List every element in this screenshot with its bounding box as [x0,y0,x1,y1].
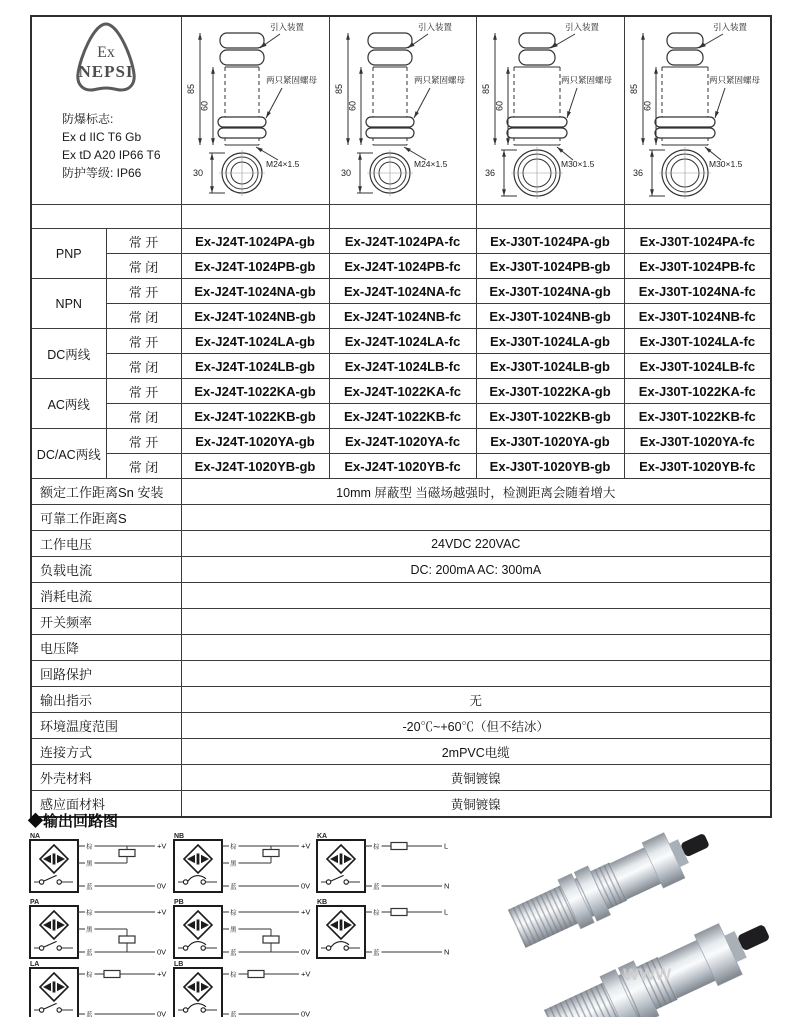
model-row [31,304,771,329]
svg-text:蓝: 蓝 [373,883,380,891]
contact-state-cell: 常 开 [106,279,181,304]
model-number-cell: Ex-J24T-1024LA-fc [329,329,476,354]
model-number-cell: Ex-J24T-1024LB-fc [329,354,476,379]
svg-text:85: 85 [480,83,491,95]
sensor-photo-upper [505,816,718,954]
circuit-diagram-NB [172,830,317,896]
spec-value [181,583,771,609]
model-row [31,379,771,404]
spec-label: 消耗电流 [31,583,181,609]
model-number-cell: Ex-J30T-1022KB-fc [624,404,771,429]
circuit-id: PA [30,899,40,906]
svg-text:0V: 0V [157,881,167,891]
output-type-cell: NPN [31,279,106,329]
svg-text:蓝: 蓝 [86,1011,93,1017]
spec-row [31,765,771,791]
spec-label: 环境温度范围 [31,713,181,739]
circuit-diagram-KA [315,830,460,896]
model-number-cell: Ex-J30T-1024PA-fc [624,229,771,254]
spec-value [181,635,771,661]
model-number-cell: Ex-J30T-1020YA-fc [624,429,771,454]
svg-text:棕: 棕 [86,909,93,917]
sensor-dimension-drawing [625,17,772,199]
model-number-cell: Ex-J30T-1024PB-gb [476,254,624,279]
model-number-cell: Ex-J24T-1020YB-fc [329,454,476,479]
model-number-cell: Ex-J24T-1024NA-fc [329,279,476,304]
spec-row [31,713,771,739]
spec-value: DC: 200mA AC: 300mA [181,557,771,583]
spec-label: 可靠工作距离S [31,505,181,531]
diameter-dim: 36 [632,168,643,178]
spec-value: 24VDC 220VAC [181,531,771,557]
svg-text:蓝: 蓝 [230,883,237,891]
spec-label: 连接方式 [31,739,181,765]
svg-text:棕: 棕 [86,971,93,979]
model-number-cell: Ex-J30T-1024LB-gb [476,354,624,379]
svg-text:+V: +V [157,969,167,979]
svg-text:0V: 0V [301,947,311,957]
spec-value [181,661,771,687]
model-number-cell: Ex-J24T-1024NB-fc [329,304,476,329]
watermark-text: WWW [623,965,672,984]
model-number-cell: Ex-J24T-1024PB-fc [329,254,476,279]
cert-line: Ex tD A20 IP66 T6 [62,148,161,162]
circuit-id: NB [174,833,185,840]
contact-state-cell: 常 开 [106,229,181,254]
svg-text:0V: 0V [157,1009,167,1017]
model-number-cell: Ex-J24T-1024LA-gb [181,329,329,354]
circuit-diagram-KB [315,896,460,962]
svg-text:85: 85 [333,83,344,95]
model-number-cell: Ex-J30T-1024LB-fc [624,354,771,379]
model-row [31,454,771,479]
spec-value: 10mm 屏蔽型 当磁场越强时，检测距离会随着增大 [181,479,771,505]
sensor-drawing-cell [181,16,329,205]
spec-label: 额定工作距离Sn 安装 [31,479,181,505]
circuit-diagram-LB [172,958,317,1017]
spec-label: 电压降 [31,635,181,661]
model-number-cell: Ex-J24T-1022KB-fc [329,404,476,429]
svg-text:棕: 棕 [86,843,93,851]
circuit-id: LB [174,961,184,968]
svg-text:0V: 0V [157,947,167,957]
model-row [31,404,771,429]
spec-value: 黄铜镀镍 [181,791,771,818]
spec-row [31,739,771,765]
model-row [31,354,771,379]
circuit-id: NA [30,833,41,840]
model-number-cell: Ex-J24T-1020YA-fc [329,429,476,454]
lock-nuts-label: 两只紧固螺母 [413,75,465,85]
model-number-cell: Ex-J24T-1020YB-gb [181,454,329,479]
spec-row [31,479,771,505]
spec-row [31,583,771,609]
model-number-cell: Ex-J30T-1024LA-gb [476,329,624,354]
logo-nepsi-text: NEPSI [78,62,134,81]
diameter-dim: 30 [192,168,203,178]
contact-state-cell: 常 开 [106,429,181,454]
spec-label: 负载电流 [31,557,181,583]
model-row [31,229,771,254]
spec-row [31,687,771,713]
svg-text:0V: 0V [301,881,311,891]
thread-label: M24×1.5 [413,159,447,169]
model-number-cell: Ex-J30T-1020YB-fc [624,454,771,479]
model-number-cell: Ex-J24T-1024PA-gb [181,229,329,254]
svg-text:蓝: 蓝 [373,949,380,957]
cert-title: 防爆标志: [62,112,114,126]
contact-state-cell: 常 闭 [106,304,181,329]
svg-text:棕: 棕 [230,843,237,851]
diameter-dim: 36 [484,168,495,178]
contact-state-cell: 常 闭 [106,404,181,429]
svg-text:+V: +V [157,841,167,851]
sensor-dimension-drawing [330,17,477,199]
contact-state-cell: 常 闭 [106,354,181,379]
model-number-cell: Ex-J24T-1024LB-gb [181,354,329,379]
svg-text:60: 60 [347,100,358,112]
spec-label: 开关频率 [31,609,181,635]
model-number-cell: Ex-J30T-1024NB-gb [476,304,624,329]
output-type-cell: AC两线 [31,379,106,429]
svg-text:L: L [444,907,449,917]
explosion-proof-marks [62,110,181,182]
output-circuit-section-title: ◆输出回路图 [28,813,119,830]
lock-nuts-label: 两只紧固螺母 [708,75,760,85]
model-number-cell: Ex-J24T-1022KB-gb [181,404,329,429]
svg-text:棕: 棕 [230,909,237,917]
model-number-cell: Ex-J24T-1024NB-gb [181,304,329,329]
entry-device-label: 引入装置 [712,22,747,32]
spec-label: 外壳材料 [31,765,181,791]
svg-text:棕: 棕 [230,971,237,979]
model-number-cell: Ex-J30T-1022KB-gb [476,404,624,429]
svg-text:+V: +V [301,907,311,917]
svg-text:棕: 棕 [373,909,380,917]
thread-label: M30×1.5 [708,159,742,169]
model-number-cell: Ex-J30T-1024NA-gb [476,279,624,304]
model-number-cell: Ex-J30T-1022KA-gb [476,379,624,404]
lock-nuts-label: 两只紧固螺母 [560,75,612,85]
spec-value: -20℃~+60℃（但不结冰） [181,713,771,739]
sensor-dimension-drawing [477,17,624,199]
svg-text:蓝: 蓝 [86,949,93,957]
sensor-dimension-drawing [182,17,329,199]
contact-state-cell: 常 开 [106,329,181,354]
model-number-cell: Ex-J30T-1022KA-fc [624,379,771,404]
model-row [31,254,771,279]
diameter-dim: 30 [340,168,351,178]
svg-text:黑: 黑 [86,860,93,868]
circuit-id: KB [317,899,328,906]
svg-text:+V: +V [301,841,311,851]
cert-line: Ex d IIC T6 Gb [62,130,142,144]
model-number-cell: Ex-J30T-1020YA-gb [476,429,624,454]
svg-text:0V: 0V [301,1009,311,1017]
entry-device-label: 引入装置 [564,22,599,32]
svg-text:N: N [444,881,450,891]
circuit-id: LA [30,961,40,968]
separator-row [31,205,771,229]
svg-text:棕: 棕 [373,843,380,851]
spec-value: 黄铜镀镍 [181,765,771,791]
drawing-row [31,16,771,205]
spec-value: 无 [181,687,771,713]
spec-row [31,609,771,635]
svg-text:蓝: 蓝 [86,883,93,891]
contact-state-cell: 常 开 [106,379,181,404]
svg-text:+V: +V [157,907,167,917]
svg-text:蓝: 蓝 [230,949,237,957]
spec-value [181,609,771,635]
circuit-diagram-PA [28,896,173,962]
certification-cell [31,16,181,205]
svg-text:L: L [444,841,449,851]
product-photo [495,812,795,1017]
circuit-diagram-NA [28,830,173,896]
model-number-cell: Ex-J24T-1024NA-gb [181,279,329,304]
svg-text:N: N [444,947,450,957]
logo-ex-text: Ex [97,44,116,61]
nepsi-logo [58,17,154,101]
model-number-cell: Ex-J24T-1024PB-gb [181,254,329,279]
contact-state-cell: 常 闭 [106,254,181,279]
svg-text:85: 85 [185,83,196,95]
output-type-cell: PNP [31,229,106,279]
spec-row [31,661,771,687]
contact-state-cell: 常 闭 [106,454,181,479]
model-number-cell: Ex-J30T-1024PA-gb [476,229,624,254]
circuit-id: PB [174,899,184,906]
svg-text:60: 60 [642,100,653,112]
lock-nuts-label: 两只紧固螺母 [265,75,317,85]
circuit-diagram-PB [172,896,317,962]
entry-device-label: 引入装置 [269,22,304,32]
spec-row [31,635,771,661]
output-type-cell: DC/AC两线 [31,429,106,479]
spec-table [30,15,772,818]
output-type-cell: DC两线 [31,329,106,379]
spec-row [31,531,771,557]
spec-label: 感应面材料 [31,791,181,818]
circuit-diagram-LA [28,958,173,1017]
thread-label: M30×1.5 [560,159,594,169]
model-row [31,429,771,454]
spec-row [31,557,771,583]
spec-value [181,505,771,531]
entry-device-label: 引入装置 [417,22,452,32]
model-number-cell: Ex-J24T-1024PA-fc [329,229,476,254]
svg-text:+V: +V [301,969,311,979]
spec-label: 输出指示 [31,687,181,713]
circuit-id: KA [317,833,328,840]
model-number-cell: Ex-J24T-1020YA-gb [181,429,329,454]
sensor-drawing-cell [329,16,476,205]
spec-label: 工作电压 [31,531,181,557]
spec-row [31,505,771,531]
svg-text:85: 85 [628,83,639,95]
thread-label: M24×1.5 [265,159,299,169]
model-row [31,279,771,304]
svg-text:60: 60 [494,100,505,112]
cert-line: 防护等级: IP66 [62,166,142,180]
model-row [31,329,771,354]
svg-text:60: 60 [199,100,210,112]
sensor-drawing-cell [476,16,624,205]
svg-text:蓝: 蓝 [230,1011,237,1017]
svg-text:黑: 黑 [86,926,93,934]
model-number-cell: Ex-J30T-1024LA-fc [624,329,771,354]
svg-text:黑: 黑 [230,926,237,934]
model-number-cell: Ex-J24T-1022KA-gb [181,379,329,404]
spec-label: 回路保护 [31,661,181,687]
model-number-cell: Ex-J30T-1024NB-fc [624,304,771,329]
model-number-cell: Ex-J30T-1024PB-fc [624,254,771,279]
model-number-cell: Ex-J30T-1020YB-gb [476,454,624,479]
model-number-cell: Ex-J30T-1024NA-fc [624,279,771,304]
svg-text:黑: 黑 [230,860,237,868]
spec-value: 2mPVC电缆 [181,739,771,765]
sensor-drawing-cell [624,16,771,205]
model-number-cell: Ex-J24T-1022KA-fc [329,379,476,404]
